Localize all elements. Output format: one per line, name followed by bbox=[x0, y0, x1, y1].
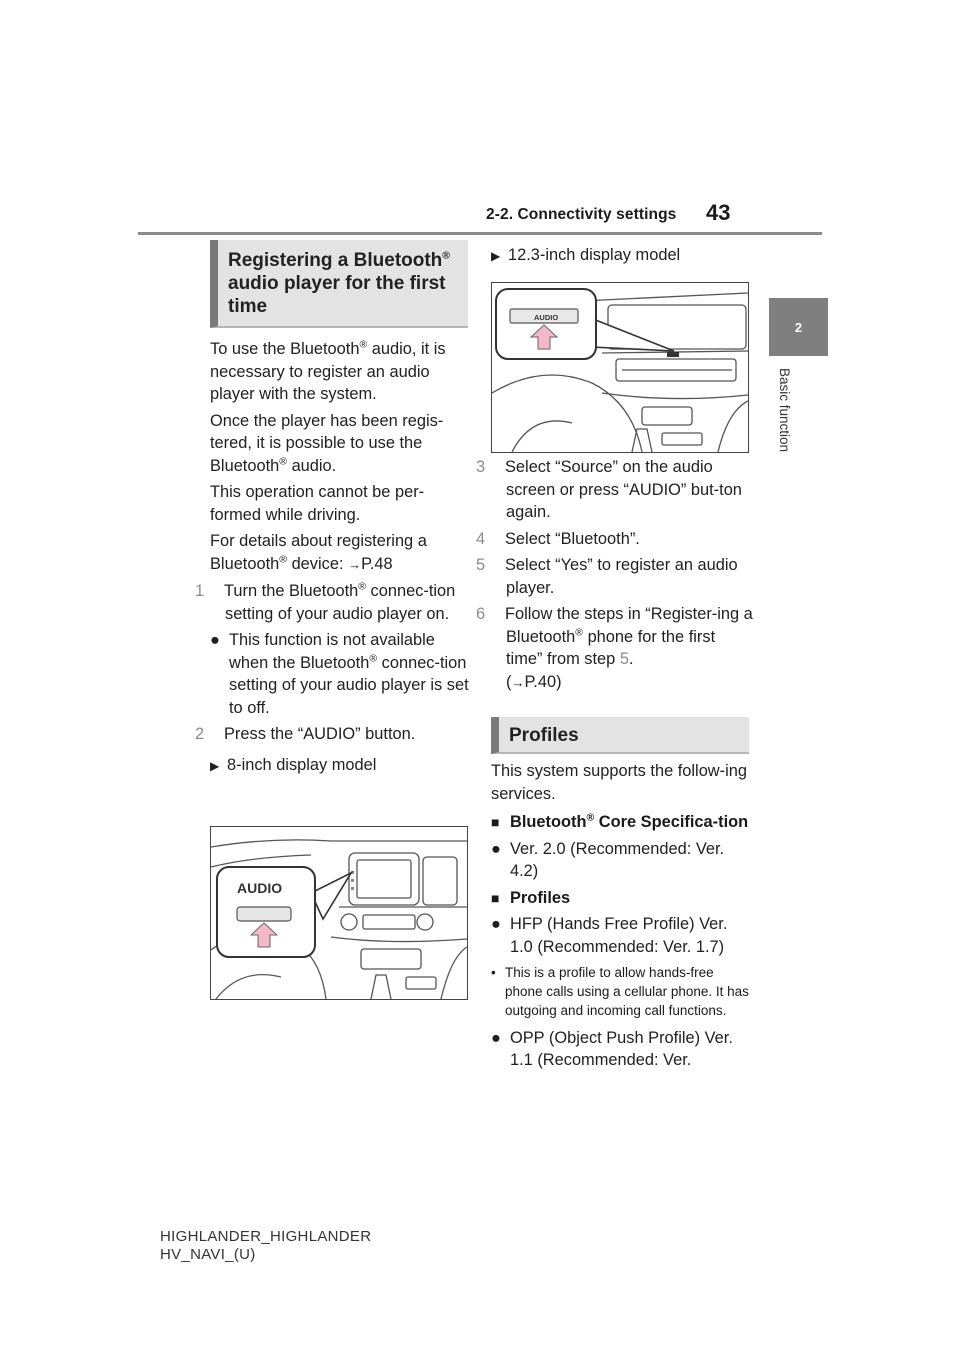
triangle-icon: ▶ bbox=[210, 758, 220, 773]
footer-model-code bbox=[160, 1228, 371, 1264]
header-divider bbox=[138, 232, 822, 235]
step-reference: 5 bbox=[619, 650, 629, 668]
bullet-icon: ● bbox=[210, 631, 220, 649]
step-number: 5 bbox=[476, 556, 486, 574]
triangle-icon: ▶ bbox=[491, 249, 501, 263]
step-3: 3 Select “Source” on the audio screen or press “AUDIO” but-ton again. bbox=[476, 458, 742, 521]
step-number: 3 bbox=[476, 458, 486, 476]
audio-button-graphic bbox=[237, 907, 291, 921]
bullet-not-available: ● This function is not available when the Bluetooth® connec-tion setting of your audio player is set to off. bbox=[210, 631, 469, 717]
right-steps-flow bbox=[476, 456, 753, 694]
section-heading-profiles: Profiles bbox=[491, 717, 749, 754]
model-12-label: ▶ 12.3-inch display model bbox=[491, 244, 772, 268]
bullet-icon: ● bbox=[491, 1028, 501, 1047]
core-spec-version: ● Ver. 2.0 (Recommended: Ver. 4.2) bbox=[491, 839, 725, 880]
small-bullet-icon: • bbox=[491, 965, 496, 980]
step-1: 1 Turn the Bluetooth® connec-tion setting of your audio player on. bbox=[195, 580, 456, 623]
step-number: 4 bbox=[476, 529, 486, 548]
section-title: 2-2. Connectivity settings bbox=[486, 206, 677, 223]
registered-mark: ® bbox=[442, 249, 451, 262]
square-icon: ■ bbox=[491, 814, 500, 830]
step-2: 2 Press the “AUDIO” button. bbox=[210, 723, 472, 746]
dashboard-illustration bbox=[211, 827, 467, 999]
bullet-icon: ● bbox=[491, 839, 501, 858]
hfp-note: • This is a profile to allow hands-free phone calls using a cellular phone. It has outgoing and incoming call functions. bbox=[491, 965, 749, 1019]
page-link-48[interactable]: P.48 bbox=[361, 554, 393, 573]
section-heading-registering bbox=[210, 240, 468, 328]
opp-profile: ● OPP (Object Push Profile) Ver. 1.1 (Recommended: Ver. bbox=[491, 1028, 733, 1070]
step-4: 4 Select “Bluetooth”. bbox=[491, 528, 753, 551]
footer-line-2: HV_NAVI_(U) bbox=[160, 1246, 256, 1263]
core-spec-heading: ■ Bluetooth® Core Specifica-tion bbox=[491, 811, 753, 834]
profiles-flow bbox=[491, 760, 753, 1072]
page-number: 43 bbox=[706, 200, 731, 225]
step-number: 6 bbox=[476, 605, 486, 623]
square-icon: ■ bbox=[491, 889, 500, 906]
heading-text-cont: audio player for the first time bbox=[228, 273, 446, 317]
figure-8-inch-dashboard bbox=[210, 826, 468, 1000]
audio-button-caption: AUDIO bbox=[534, 313, 559, 322]
left-text-flow bbox=[195, 338, 472, 777]
page-link-40[interactable]: P.40) bbox=[524, 672, 562, 691]
callout-pointer bbox=[588, 317, 674, 351]
step-5: 5 Select “Yes” to register an audio player. bbox=[476, 556, 738, 597]
step-number: 2 bbox=[195, 725, 205, 743]
dashboard-illustration bbox=[492, 283, 748, 452]
arrow-icon: → bbox=[511, 674, 525, 690]
figure-12-inch-dashboard bbox=[491, 282, 749, 453]
heading-text: Registering a Bluetooth bbox=[228, 250, 443, 271]
chapter-label bbox=[770, 368, 800, 478]
bullet-icon: ● bbox=[491, 915, 501, 933]
intro-paragraph: To use the Bluetooth® audio, it is necessary to register an audio player with the system. bbox=[210, 338, 446, 403]
hfp-profile: ● HFP (Hands Free Profile) Ver. 1.0 (Recommended: Ver. 1.7) bbox=[491, 915, 728, 956]
driving-paragraph: This operation cannot be per-formed while driving. bbox=[210, 483, 425, 524]
model-8-label: ▶ 8-inch display model bbox=[210, 754, 472, 778]
profiles-intro: This system supports the follow-ing services. bbox=[491, 762, 747, 803]
details-paragraph: For details about registering a Bluetooth® device: →P.48 bbox=[210, 532, 427, 573]
audio-button-caption: AUDIO bbox=[237, 880, 283, 896]
arrow-icon: → bbox=[348, 556, 362, 572]
registered-paragraph: Once the player has been regis-tered, it is possible to use the Bluetooth® audio. bbox=[210, 411, 444, 475]
chapter-tab[interactable]: 2 bbox=[769, 298, 828, 356]
step-number: 1 bbox=[195, 582, 205, 600]
footer-line-1: HIGHLANDER_HIGHLANDER bbox=[160, 1228, 372, 1245]
profiles-subheading: ■ Profiles bbox=[491, 887, 753, 910]
chapter-label-text: Basic function bbox=[777, 368, 792, 453]
callout-pointer bbox=[311, 873, 351, 919]
step-6: 6 Follow the steps in “Register-ing a Bluetooth® phone for the first time” from step 5. (→P.40) bbox=[476, 605, 753, 691]
